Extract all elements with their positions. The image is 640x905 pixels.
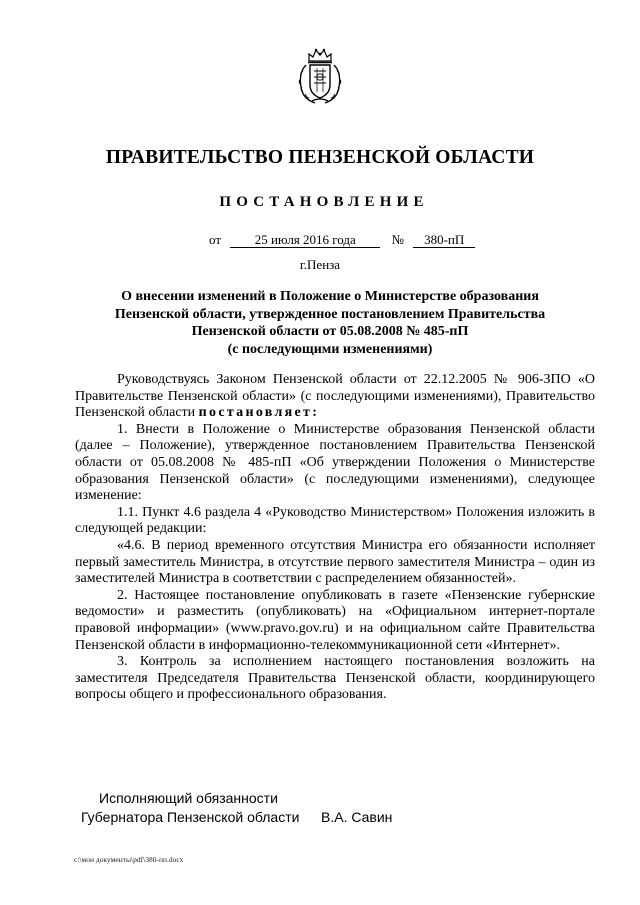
signatory-position-line1: Исполняющий обязанности (99, 790, 278, 806)
document-subject (90, 288, 570, 358)
subject-line: Пензенской области от 05.08.2008 № 485-пП (191, 324, 469, 339)
paragraph-1-1: 1.1. Пункт 4.6 раздела 4 «Руководство Министерством» Положения изложить в следующей редакции: (75, 504, 595, 537)
paragraph-2: 2. Настоящее постановление опубликовать в газете «Пензенские губернские ведомости» и разместить (опубликовать) на «Официальном интернет-портале правовой информации» (www.pravo.gov.ru) и на официальном сайте Правительства Пензенской области в информационно-телекоммуникационной сети «Интернет». (75, 587, 595, 653)
signatory-position-line2: Губернатора Пензенской области (81, 809, 300, 825)
document-date: 25 июля 2016 года (230, 233, 380, 248)
document-body (75, 372, 595, 704)
document-number: 380-пП (413, 233, 475, 248)
subject-line: Пензенской области, утвержденное постановлением Правительства (114, 306, 546, 322)
date-number-line (209, 232, 475, 248)
date-prefix: от (209, 232, 222, 247)
subject-line: О внесении изменений в Положение о Министерстве образования (121, 289, 539, 304)
number-prefix: № (391, 232, 404, 247)
penza-coat-of-arms-icon (297, 47, 343, 105)
subject-line: (с последующими изменениями) (227, 341, 433, 357)
preamble-paragraph (75, 372, 595, 422)
paragraph-1-1-quote: «4.6. В период временного отсутствия Министра его обязанности исполняет первый заместитель Министра, в отсутствие первого заместителя Министра – один из заместителей Министра в соответствии с распределением обязанностей». (75, 537, 595, 587)
government-title: ПРАВИТЕЛЬСТВО ПЕНЗЕНСКОЙ ОБЛАСТИ (105, 147, 535, 168)
preamble-text: Руководствуясь Законом Пензенской области от 22.12.2005 № 906-ЗПО «О Правительстве Пензенской области» (с последующими изменениями), Правительство Пензенской области (75, 372, 595, 421)
paragraph-1: 1. Внести в Положение о Министерстве образования Пензенской области (далее – Положение), утвержденное постановлением Правительства Пензенской области от 05.08.2008 № 485-пП «Об утверждении Положения о Министерстве образования Пензенской области» (с последующими изменениями), следующее изменение: (75, 421, 595, 504)
document-type: ПОСТАНОВЛЕНИЕ (219, 194, 429, 210)
resolves-word: постановляет: (198, 405, 320, 421)
paragraph-3: 3. Контроль за исполнением настоящего постановления возложить на заместителя Председателя Правительства Пензенской области, координирующего вопросы общего и профессионального образования. (75, 654, 595, 703)
city: г.Пенза (299, 257, 341, 272)
file-path-footer: c:\мои документы\pdf\380-пп.docx (74, 855, 184, 864)
signatory-name: В.А. Савин (321, 809, 393, 825)
